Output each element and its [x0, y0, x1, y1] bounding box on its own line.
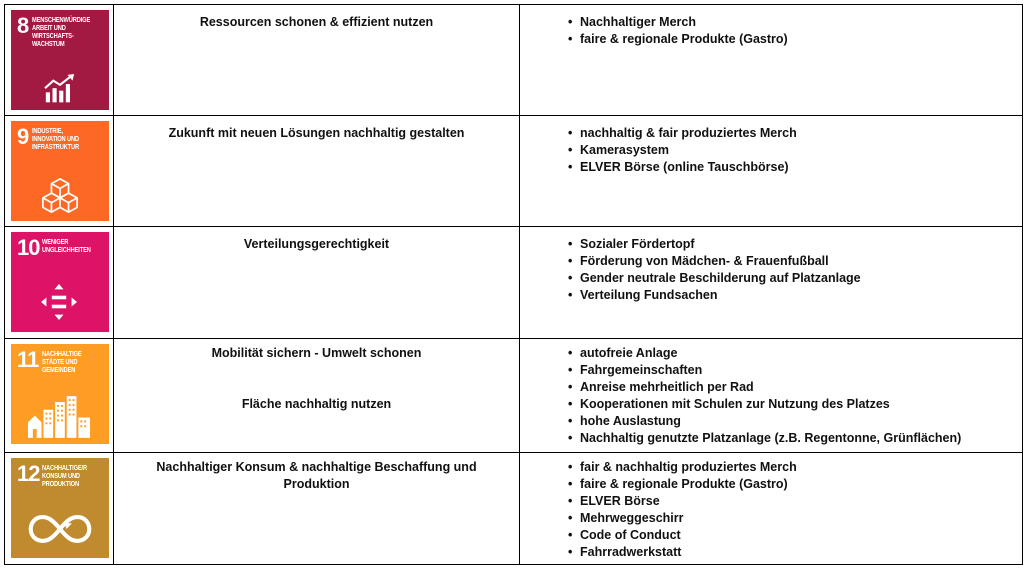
list-item: • Förderung von Mädchen- & Frauenfußball — [568, 253, 1022, 270]
list-item: • ELVER Börse (online Tauschbörse) — [568, 159, 1022, 176]
sdg-title: MENSCHENWÜRDIGE ARBEIT UND WIRTSCHAFTS- WACHSTUM — [32, 17, 91, 48]
sdg-icon-cell — [5, 227, 114, 339]
goal-cell — [114, 5, 520, 116]
sdg-number: 8 — [17, 13, 29, 38]
list-item: • autofreie Anlage — [568, 345, 1022, 362]
equality-arrows-icon — [41, 284, 77, 320]
list-item: • ELVER Börse — [568, 493, 1022, 510]
goal-cell — [114, 227, 520, 339]
sdg-number: 12 — [17, 461, 40, 486]
sdg-8-tile — [11, 10, 109, 110]
measures-list — [568, 459, 1022, 561]
city-buildings-icon — [27, 396, 91, 439]
measures-cell — [520, 227, 1023, 339]
sdg-10-tile — [11, 232, 109, 332]
goal-text: Nachhaltiger Konsum & nachhaltige Beschaffung und Produktion — [156, 460, 477, 491]
list-item: • Fahrradwerkstatt — [568, 544, 1022, 561]
table-row — [5, 116, 1023, 227]
sdg-number: 10 — [17, 235, 40, 260]
list-item: • Verteilung Fundsachen — [568, 287, 1022, 304]
sdg-number: 9 — [17, 124, 29, 149]
measures-list — [568, 14, 1022, 48]
sdg-title: NACHHALTIGE STÄDTE UND GEMEINDEN — [42, 351, 82, 374]
list-item: • Kooperationen mit Schulen zur Nutzung des Platzes — [568, 396, 1022, 413]
measures-cell — [520, 116, 1023, 227]
cubes-icon — [37, 177, 83, 215]
list-item: • faire & regionale Produkte (Gastro) — [568, 476, 1022, 493]
sdg-icon-cell — [5, 453, 114, 565]
goal-text: Zukunft mit neuen Lösungen nachhaltig gestalten — [168, 126, 465, 140]
sdg-12-tile — [11, 458, 109, 558]
infinity-icon — [28, 514, 92, 544]
goal-text: Ressourcen schonen & effizient nutzen — [199, 15, 434, 29]
list-item: • Code of Conduct — [568, 527, 1022, 544]
sdg-table — [4, 4, 1023, 565]
sdg-title: WENIGER UNGLEICHHEITEN — [42, 239, 91, 254]
measures-cell — [520, 453, 1023, 565]
list-item: • nachhaltig & fair produziertes Merch — [568, 125, 1022, 142]
list-item: • Nachhaltig genutzte Platzanlage (z.B. Regentonne, Grünflächen) — [568, 430, 1022, 447]
list-item: • Mehrweggeschirr — [568, 510, 1022, 527]
goal-text: Mobilität sichern - Umwelt schonen — [211, 346, 422, 360]
measures-cell — [520, 339, 1023, 453]
list-item: • Fahrgemeinschaften — [568, 362, 1022, 379]
sdg-icon-cell — [5, 5, 114, 116]
table-row — [5, 453, 1023, 565]
measures-list — [568, 236, 1022, 304]
goal-cell — [114, 339, 520, 453]
table-row — [5, 339, 1023, 453]
list-item: • fair & nachhaltig produziertes Merch — [568, 459, 1022, 476]
goal-text: Verteilungsgerechtigkeit — [243, 237, 390, 251]
sdg-icon-cell — [5, 339, 114, 453]
goal-text: Fläche nachhaltig nutzen — [241, 397, 392, 411]
sdg-9-tile — [11, 121, 109, 221]
measures-list — [568, 345, 1022, 447]
list-item: • Anreise mehrheitlich per Rad — [568, 379, 1022, 396]
growth-chart-icon — [43, 74, 77, 104]
measures-cell — [520, 5, 1023, 116]
sdg-icon-cell — [5, 116, 114, 227]
measures-list — [568, 125, 1022, 176]
list-item: • Kamerasystem — [568, 142, 1022, 159]
sdg-title: NACHHALTIGE/R KONSUM UND PRODUKTION — [42, 465, 87, 488]
table-row — [5, 5, 1023, 116]
sdg-title: INDUSTRIE, INNOVATION UND INFRASTRUKTUR — [32, 128, 79, 151]
goal-cell — [114, 453, 520, 565]
goal-cell — [114, 116, 520, 227]
table-row — [5, 227, 1023, 339]
list-item: • Gender neutrale Beschilderung auf Platzanlage — [568, 270, 1022, 287]
list-item: • Sozialer Fördertopf — [568, 236, 1022, 253]
sdg-11-tile — [11, 344, 109, 444]
list-item: • hohe Auslastung — [568, 413, 1022, 430]
list-item: • faire & regionale Produkte (Gastro) — [568, 31, 1022, 48]
sdg-number: 11 — [17, 347, 39, 372]
list-item: • Nachhaltiger Merch — [568, 14, 1022, 31]
